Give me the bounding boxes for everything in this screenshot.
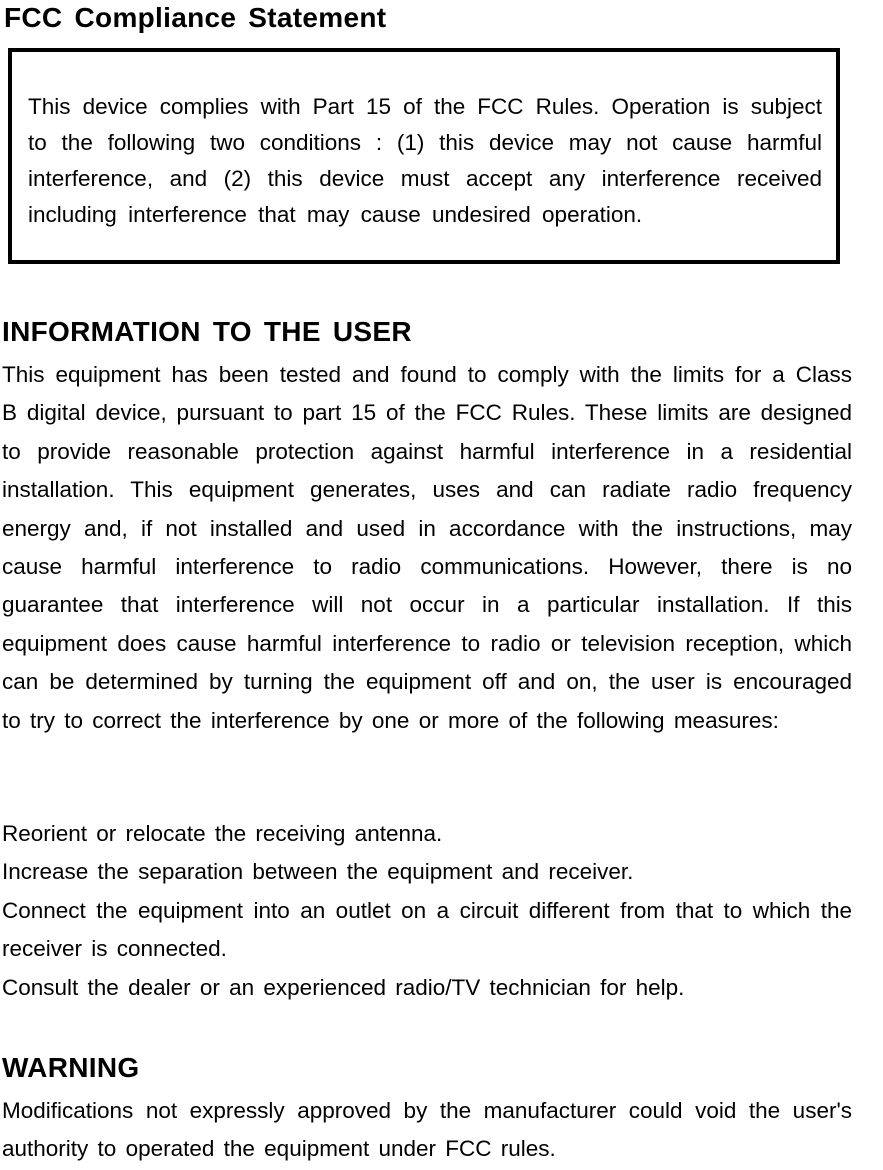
list-item: Increase the separation between the equipment and receiver. (2, 859, 634, 885)
information-heading: INFORMATION TO THE USER (2, 316, 412, 347)
compliance-statement-box (8, 48, 840, 264)
page-title: FCC Compliance Statement (4, 2, 387, 33)
warning-body: Modifications not expressly approved by the manufacturer could void the user's authority to operated the equipment under FCC rules. (2, 1098, 852, 1162)
warning-heading: WARNING (2, 1052, 140, 1083)
measures-list (2, 815, 852, 1007)
list-item: Reorient or relocate the receiving antenna. (2, 821, 443, 846)
information-body: This equipment has been tested and found to comply with the limits for a Class B digital device, pursuant to part 15 of the FCC Rules. These limits are designed to provide reasonable protection against harmful interference in a residential installation. This equipment generates, uses and can radiate radio frequency energy and, if not installed and used in accordance with the instructions, may cause harmful interference to radio communications. However, there is no guarantee that interference will not occur in a particular installation. If this equipment does cause harmful interference to radio or television reception, which can be determined by turning the equipment off and on, the user is encouraged to try to correct the interference by one or more of the following measures: (2, 362, 852, 733)
list-item: Consult the dealer or an experienced radio/TV technician for help. (2, 974, 685, 1000)
list-item: Connect the equipment into an outlet on a circuit different from that to which the receiver is connected. (2, 897, 852, 962)
compliance-statement-text: This device complies with Part 15 of the FCC Rules. Operation is subject to the following two conditions : (1) this device may not cause harmful interference, and (2) this device must accept any interference received including interference that may cause undesired operation. (28, 94, 822, 227)
